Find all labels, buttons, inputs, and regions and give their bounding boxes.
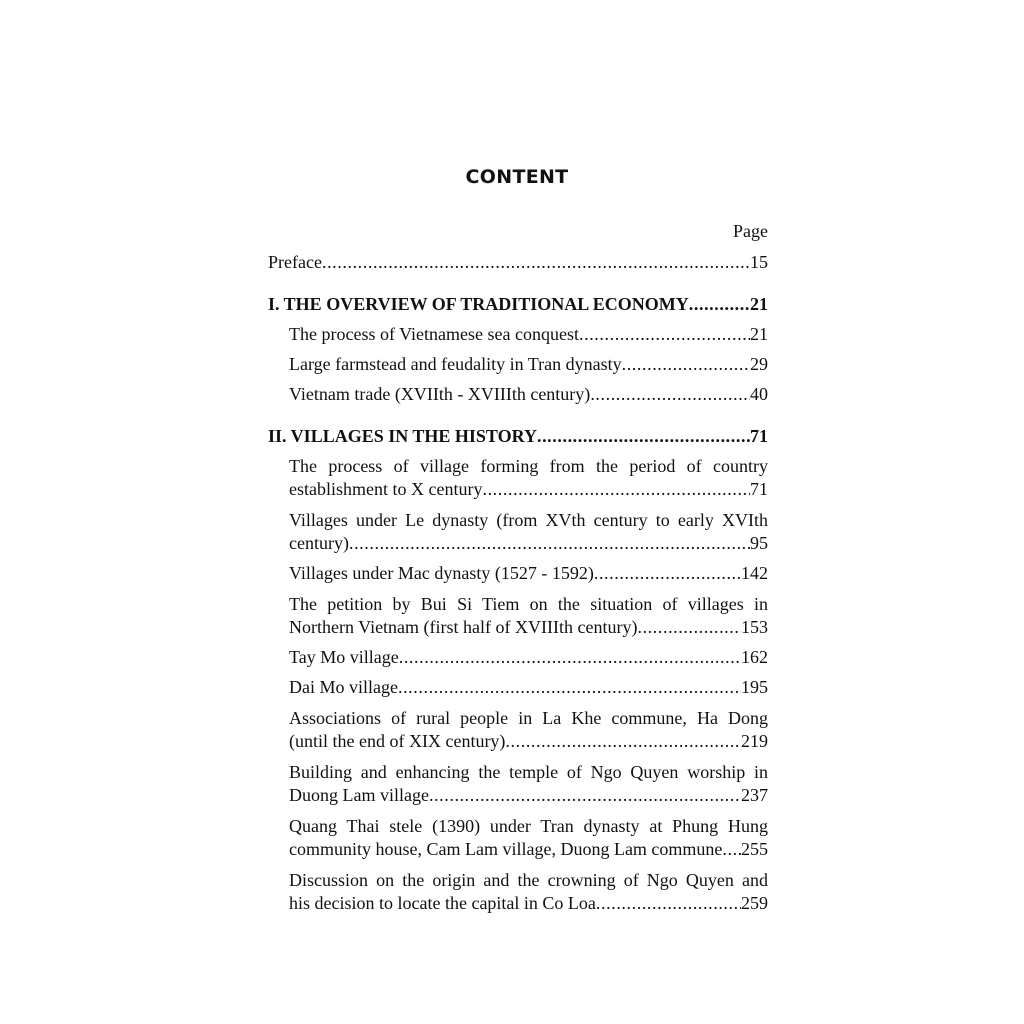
toc-entry-page: 237 [741, 785, 768, 805]
toc-entry-title: century) [289, 533, 349, 553]
dot-leader [622, 353, 750, 376]
toc-entry-text-line: Building and enhancing the temple of Ngo Quyen worship in [289, 762, 768, 782]
toc-entry[interactable] [268, 323, 768, 346]
toc-entry[interactable] [268, 676, 768, 699]
toc-entry-title: Villages under Mac dynasty (1527 - 1592) [289, 563, 594, 583]
dot-leader [399, 646, 741, 669]
toc-entry-preface[interactable] [268, 251, 768, 274]
dot-leader [322, 251, 750, 274]
toc-entry-last-line [289, 383, 768, 406]
toc-entry-text-line: The petition by Bui Si Tiem on the situation of villages in [289, 594, 768, 614]
dot-leader [596, 892, 741, 915]
toc-entry-page: 21 [750, 324, 768, 344]
toc-entry[interactable] [268, 383, 768, 406]
toc-entry-last-line [289, 892, 768, 915]
toc-entry-title: (until the end of XIX century) [289, 731, 506, 751]
toc-entry-page: 153 [741, 617, 768, 637]
toc-entry-page: 15 [750, 252, 768, 272]
section-title: II. VILLAGES IN THE HISTORY [268, 426, 537, 446]
dot-leader [689, 293, 750, 316]
dot-leader [482, 478, 750, 501]
toc-section-heading[interactable] [268, 293, 768, 316]
toc-entry-text-line: Associations of rural people in La Khe commune, Ha Dong [289, 708, 768, 728]
dot-leader [594, 562, 741, 585]
table-of-contents [268, 251, 768, 915]
toc-entry-text-line: The process of village forming from the period of country [289, 456, 768, 476]
toc-section-heading[interactable] [268, 425, 768, 448]
section-page: 71 [750, 426, 768, 446]
toc-entry-last-line [289, 838, 768, 861]
dot-leader [398, 676, 741, 699]
toc-entry-title: Preface [268, 252, 322, 272]
toc-entry-title: Northern Vietnam (first half of XVIIIth century) [289, 617, 638, 637]
toc-title: CONTENT [465, 166, 569, 188]
toc-entry[interactable] [268, 815, 768, 861]
toc-entry-page: 29 [750, 354, 768, 374]
toc-entry-page: 142 [741, 563, 768, 583]
toc-entry-title: Tay Mo village [289, 647, 399, 667]
toc-entry[interactable] [268, 646, 768, 669]
toc-entry-title: Duong Lam village [289, 785, 429, 805]
dot-leader [637, 616, 741, 639]
toc-entry-page: 162 [741, 647, 768, 667]
toc-sections [268, 293, 768, 915]
toc-entry[interactable] [268, 455, 768, 501]
toc-entry-page: 71 [750, 479, 768, 499]
toc-entry[interactable] [268, 869, 768, 915]
toc-entry-text-line: Villages under Le dynasty (from XVth century to early XVIth [289, 510, 768, 530]
toc-entry-page: 219 [741, 731, 768, 751]
toc-entry-title: establishment to X century [289, 479, 483, 499]
dot-leader [429, 784, 741, 807]
toc-entry-last-line [289, 730, 768, 753]
toc-entry[interactable] [268, 761, 768, 807]
toc-entry-title: Vietnam trade (XVIIth - XVIIIth century) [289, 384, 591, 404]
toc-entry-last-line [289, 676, 768, 699]
toc-entry-last-line [289, 646, 768, 669]
dot-leader [590, 383, 750, 406]
toc-entry-title: Dai Mo village [289, 677, 398, 697]
toc-entry-page: 255 [741, 839, 768, 859]
section-title: I. THE OVERVIEW OF TRADITIONAL ECONOMY [268, 294, 689, 314]
toc-entry[interactable] [268, 707, 768, 753]
toc-entry-page: 95 [750, 533, 768, 553]
toc-entry[interactable] [268, 509, 768, 555]
toc-entry-text-line: Quang Thai stele (1390) under Tran dynasty at Phung Hung [289, 816, 768, 836]
toc-entry-page: 40 [750, 384, 768, 404]
toc-entry-page: 259 [741, 893, 768, 913]
section-page: 21 [750, 294, 768, 314]
dot-leader [579, 323, 750, 346]
toc-entry-last-line [289, 562, 768, 585]
dot-leader [505, 730, 741, 753]
toc-entry-last-line [289, 616, 768, 639]
toc-entry-title: Large farmstead and feudality in Tran dynasty [289, 354, 622, 374]
toc-entry-title: community house, Cam Lam village, Duong Lam commune [289, 839, 723, 859]
toc-entry-title: The process of Vietnamese sea conquest [289, 324, 579, 344]
toc-entry-last-line [289, 478, 768, 501]
dot-leader [722, 838, 741, 861]
toc-entry-text-line: Discussion on the origin and the crowning of Ngo Quyen and [289, 870, 768, 890]
dot-leader [349, 532, 750, 555]
toc-entry-last-line [289, 323, 768, 346]
toc-entry-last-line [289, 784, 768, 807]
toc-entry-title: his decision to locate the capital in Co Loa [289, 893, 596, 913]
page-column-label: Page [733, 221, 768, 241]
dot-leader [537, 425, 750, 448]
toc-entry[interactable] [268, 593, 768, 639]
toc-entry-last-line [289, 532, 768, 555]
toc-entry[interactable] [268, 562, 768, 585]
toc-entry-last-line [289, 353, 768, 376]
toc-entry[interactable] [268, 353, 768, 376]
toc-entry-page: 195 [741, 677, 768, 697]
